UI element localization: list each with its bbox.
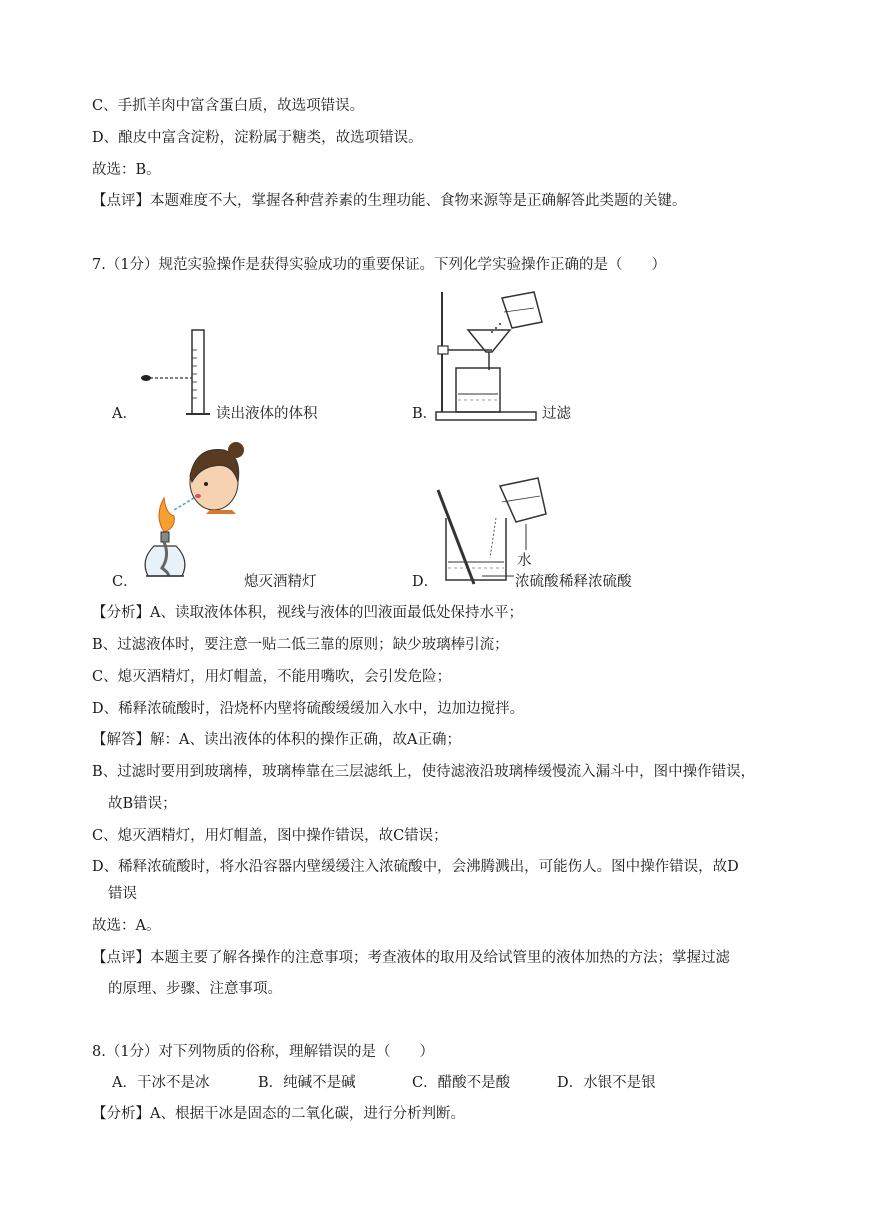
q8-option-d: D．水银不是银	[557, 1075, 656, 1091]
comment-line: 【点评】本题难度不大，掌握各种营养素的生理功能、食物来源等是正确解答此类题的关键。	[92, 193, 687, 209]
option-b-letter: B．	[412, 406, 438, 422]
q8-option-a: A．干冰不是冰	[112, 1075, 210, 1091]
analysis-line: 【分析】A、读取液体体积，视线与液体的凹液面最低处保持水平；	[92, 605, 523, 621]
alcohol-lamp-figure	[140, 436, 250, 588]
comment-line: 【点评】本题主要了解各操作的注意事项；考查液体的取用及给试管里的液体加热的方法；掌握过滤	[92, 950, 730, 966]
option-a-text: 读出液体的体积	[216, 406, 318, 422]
option-c-letter: C．	[112, 574, 138, 590]
option-d-text: 稀释浓硫酸	[559, 574, 632, 590]
answer-line: 【解答】解：A、读出液体的体积的操作正确，故A正确；	[92, 732, 461, 748]
label-acid: 浓硫酸	[515, 574, 559, 590]
comment-line: 的原理、步骤、注意事项。	[108, 981, 282, 997]
answer-line: C、熄灭酒精灯，用灯帽盖，图中操作错误，故C错误；	[92, 828, 448, 844]
answer-line: D、稀释浓硫酸时，将水沿容器内壁缓缓注入浓硫酸中，会沸腾溅出，可能伤人。图中操作错误，故D	[92, 859, 739, 875]
q8-option-c: C．醋酸不是酸	[412, 1075, 511, 1091]
choice-line: 故选：A。	[92, 918, 161, 934]
option-b-text: 过滤	[542, 406, 571, 422]
analysis-line: B、过滤液体时，要注意一贴二低三靠的原则；缺少玻璃棒引流；	[92, 637, 509, 653]
option-d-letter: D．	[412, 574, 439, 590]
filtration-figure	[430, 288, 550, 424]
option-c-text: 熄灭酒精灯	[244, 574, 317, 590]
text-line: C、手抓羊肉中富含蛋白质，故选项错误。	[92, 98, 365, 114]
answer-line: B、过滤时要用到玻璃棒，玻璃棒靠在三层滤纸上，使待滤液沿玻璃棒缓慢流入漏斗中，图中操作错误，	[92, 764, 756, 780]
q8-option-b: B．纯碱不是碱	[258, 1075, 356, 1091]
analysis-line: D、稀释浓硫酸时，沿烧杯内壁将硫酸缓缓加入水中，边加边搅拌。	[92, 701, 525, 717]
analysis-line: C、熄灭酒精灯，用灯帽盖，不能用嘴吹，会引发危险；	[92, 669, 452, 685]
text-line: D、酿皮中富含淀粉，淀粉属于糖类，故选项错误。	[92, 130, 423, 146]
cylinder-reading-figure	[138, 330, 218, 420]
analysis-line: 【分析】A、根据干冰是固态的二氧化碳，进行分析判断。	[92, 1106, 465, 1122]
question-8-stem: 8.（1分）对下列物质的俗称，理解错误的是（ ）	[92, 1044, 435, 1060]
option-a-letter: A．	[112, 406, 137, 422]
answer-line: 故B错误；	[108, 796, 177, 812]
answer-line: 错误	[108, 886, 137, 902]
label-water: 水	[517, 553, 532, 569]
question-7-stem: 7.（1分）规范实验操作是获得实验成功的重要保证。下列化学实验操作正确的是（ ）	[92, 257, 667, 273]
text-line: 故选：B。	[92, 162, 161, 178]
